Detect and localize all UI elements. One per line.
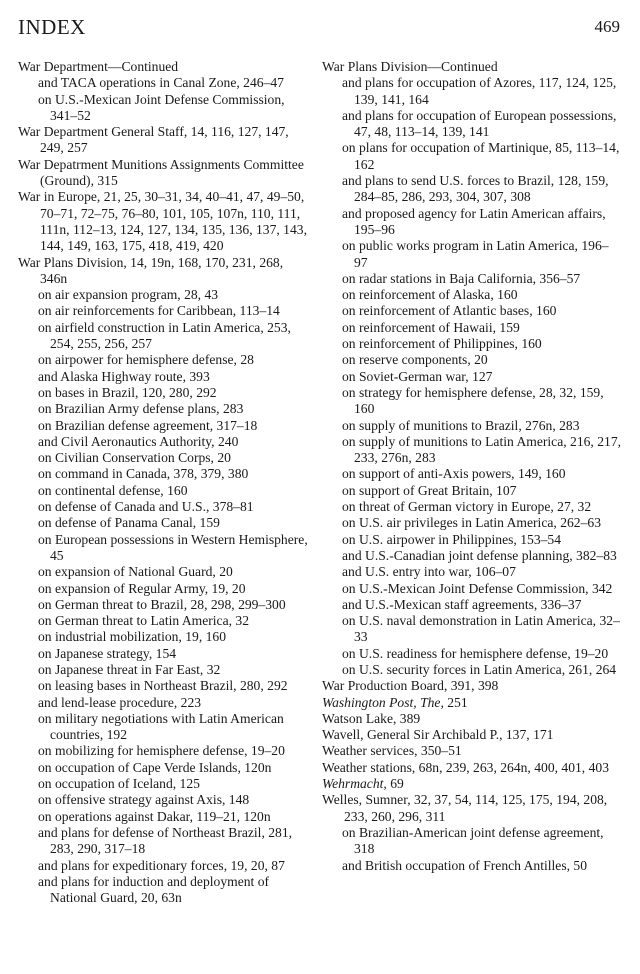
index-entry: War Department General Staff, 14, 116, 127, 147, 249, 257 bbox=[18, 124, 289, 156]
index-entry: Welles, Sumner, 32, 37, 54, 114, 125, 175, 194, 208, 233, 260, 296, 311 bbox=[322, 792, 608, 824]
index-subentry: and TACA operations in Canal Zone, 246–47 bbox=[38, 75, 284, 91]
index-subentry: on industrial mobilization, 19, 160 bbox=[38, 629, 227, 645]
index-subentry: on strategy for hemisphere defense, 28, 32, 159, 160 bbox=[342, 384, 604, 417]
index-subentry: on U.S. air privileges in Latin America, 262–63 bbox=[342, 515, 601, 531]
index-subentry: and U.S. entry into war, 106–07 bbox=[342, 564, 516, 580]
index-subentry: and Civil Aeronautics Authority, 240 bbox=[38, 433, 239, 449]
index-subentry: on airfield construction in Latin America, 253, 254, 255, 256, 257 bbox=[38, 319, 291, 352]
index-entry bbox=[322, 776, 622, 792]
index-subentry: on operations against Dakar, 119–21, 120n bbox=[38, 808, 271, 824]
index-entry: War Department—Continued bbox=[18, 59, 179, 74]
index-subentry: and Alaska Highway route, 393 bbox=[38, 368, 210, 384]
index-entry: Wavell, General Sir Archibald P., 137, 171 bbox=[322, 727, 554, 743]
index-subentry: on German threat to Brazil, 28, 298, 299–300 bbox=[38, 596, 286, 612]
index-subentry: on Brazilian Army defense plans, 283 bbox=[38, 401, 244, 417]
index-subentry: and British occupation of French Antilles, 50 bbox=[342, 857, 588, 873]
index-subentry: on support of anti-Axis powers, 149, 160 bbox=[342, 466, 566, 482]
index-subentry: on radar stations in Baja California, 356–57 bbox=[342, 270, 581, 286]
index-subentry: and plans for defense of Northeast Brazil, 281, 283, 290, 317–18 bbox=[38, 824, 293, 857]
index-subentry: on command in Canada, 378, 379, 380 bbox=[38, 466, 249, 482]
index-subentry: on air reinforcements for Caribbean, 113–14 bbox=[38, 303, 280, 319]
index-column-right bbox=[322, 59, 622, 874]
index-subentry: on supply of munitions to Brazil, 276n, 283 bbox=[342, 417, 580, 433]
index-subentry: on Japanese threat in Far East, 32 bbox=[38, 661, 221, 677]
index-subentry: and plans for induction and deployment of National Guard, 20, 63n bbox=[38, 873, 270, 906]
index-subentry: on U.S. naval demonstration in Latin America, 32–33 bbox=[342, 613, 620, 645]
index-entry bbox=[322, 695, 622, 711]
index-subentry: on public works program in Latin America, 196–97 bbox=[342, 238, 609, 270]
index-subentry: on Brazilian-American joint defense agreement, 318 bbox=[342, 824, 604, 857]
entry-page-refs: 69 bbox=[386, 776, 404, 792]
index-subentry: on occupation of Cape Verde Islands, 120n bbox=[38, 759, 272, 775]
index-subentry: on reinforcement of Alaska, 160 bbox=[342, 287, 518, 303]
index-subentry: on Japanese strategy, 154 bbox=[38, 645, 177, 661]
index-subentry: on occupation of Iceland, 125 bbox=[38, 776, 200, 792]
index-subentry: on reinforcement of Atlantic bases, 160 bbox=[342, 303, 557, 319]
index-subentry: on reinforcement of Philippines, 160 bbox=[342, 336, 542, 352]
index-subentry: on European possessions in Western Hemisphere, 45 bbox=[38, 531, 308, 563]
index-subentry: on airpower for hemisphere defense, 28 bbox=[38, 352, 254, 368]
index-subentry: on offensive strategy against Axis, 148 bbox=[38, 792, 250, 808]
index-subentry: on defense of Panama Canal, 159 bbox=[38, 515, 220, 531]
index-entry: War in Europe, 21, 25, 30–31, 34, 40–41, 47, 49–50, 70–71, 72–75, 76–80, 101, 105, 107n, 110, 111, 111n, 112–13, 124, 127, 134, 135, 136, 137, 143, 144, 149, 163, 175, 418, 419, 420 bbox=[18, 189, 307, 254]
index-entry: Weather services, 350–51 bbox=[322, 743, 462, 759]
index-subentry: on supply of munitions to Latin America, 216, 217, 233, 276n, 283 bbox=[342, 433, 622, 466]
index-subentry: on mobilizing for hemisphere defense, 19–20 bbox=[38, 743, 285, 759]
index-subentry: on U.S. readiness for hemisphere defense, 19–20 bbox=[342, 645, 609, 661]
index-subentry: on German threat to Latin America, 32 bbox=[38, 613, 250, 629]
index-subentry: on U.S.-Mexican Joint Defense Commission, 341–52 bbox=[38, 91, 285, 123]
index-subentry: on U.S.-Mexican Joint Defense Commission, 342 bbox=[342, 580, 613, 596]
index-subentry: on reserve components, 20 bbox=[342, 352, 488, 368]
index-entry: Watson Lake, 389 bbox=[322, 710, 421, 726]
index-entry: War Plans Division, 14, 19n, 168, 170, 231, 268, 346n bbox=[18, 254, 284, 286]
index-subentry: on Civilian Conservation Corps, 20 bbox=[38, 450, 231, 466]
index-subentry: on leasing bases in Northeast Brazil, 280, 292 bbox=[38, 678, 288, 694]
index-subentry: and plans for occupation of Azores, 117, 124, 125, 139, 141, 164 bbox=[342, 75, 617, 107]
index-subentry: and proposed agency for Latin American affairs, 195–96 bbox=[342, 205, 606, 237]
index-subentry: and U.S.-Canadian joint defense planning, 382–83 bbox=[342, 547, 617, 563]
index-subentry: on defense of Canada and U.S., 378–81 bbox=[38, 499, 254, 515]
entry-italic-title: Wehrmacht, bbox=[322, 776, 387, 792]
index-subentry: and plans for occupation of European possessions, 47, 48, 113–14, 139, 141 bbox=[342, 107, 617, 140]
index-entry: War Depatrment Munitions Assignments Committee (Ground), 315 bbox=[18, 156, 304, 189]
index-subentry: on support of Great Britain, 107 bbox=[342, 482, 517, 498]
index-subentry: and U.S.-Mexican staff agreements, 336–37 bbox=[342, 596, 582, 612]
index-subentry: on reinforcement of Hawaii, 159 bbox=[342, 319, 520, 335]
index-subentry: on military negotiations with Latin American countries, 192 bbox=[38, 710, 284, 743]
entry-italic-title: Washington Post, The, bbox=[322, 694, 444, 710]
index-entry: War Production Board, 391, 398 bbox=[322, 678, 499, 694]
index-entry: War Plans Division—Continued bbox=[322, 59, 498, 74]
index-subentry: on bases in Brazil, 120, 280, 292 bbox=[38, 384, 217, 400]
index-subentry: on expansion of Regular Army, 19, 20 bbox=[38, 580, 246, 596]
index-subentry: on U.S. security forces in Latin America, 261, 264 bbox=[342, 661, 617, 677]
index-subentry: on continental defense, 160 bbox=[38, 482, 188, 498]
running-head: INDEX bbox=[18, 15, 86, 39]
index-subentry: on threat of German victory in Europe, 27, 32 bbox=[342, 499, 592, 515]
index-entry: Weather stations, 68n, 239, 263, 264n, 400, 401, 403 bbox=[322, 759, 609, 775]
index-subentry: on Brazilian defense agreement, 317–18 bbox=[38, 417, 258, 433]
index-subentry: and lend-lease procedure, 223 bbox=[38, 694, 202, 710]
index-column-left bbox=[18, 59, 310, 906]
page-number: 469 bbox=[594, 17, 620, 36]
page-header bbox=[18, 15, 620, 41]
index-subentry: on plans for occupation of Martinique, 85, 113–14, 162 bbox=[342, 140, 620, 172]
index-subentry: on expansion of National Guard, 20 bbox=[38, 564, 233, 580]
entry-page-refs: 251 bbox=[443, 694, 468, 710]
index-subentry: on U.S. airpower in Philippines, 153–54 bbox=[342, 531, 562, 547]
index-subentry: and plans for expeditionary forces, 19, 20, 87 bbox=[38, 857, 285, 873]
index-subentry: on Soviet-German war, 127 bbox=[342, 368, 493, 384]
index-subentry: and plans to send U.S. forces to Brazil, 128, 159, 284–85, 286, 293, 304, 307, 308 bbox=[342, 173, 609, 205]
index-subentry: on air expansion program, 28, 43 bbox=[38, 287, 219, 303]
